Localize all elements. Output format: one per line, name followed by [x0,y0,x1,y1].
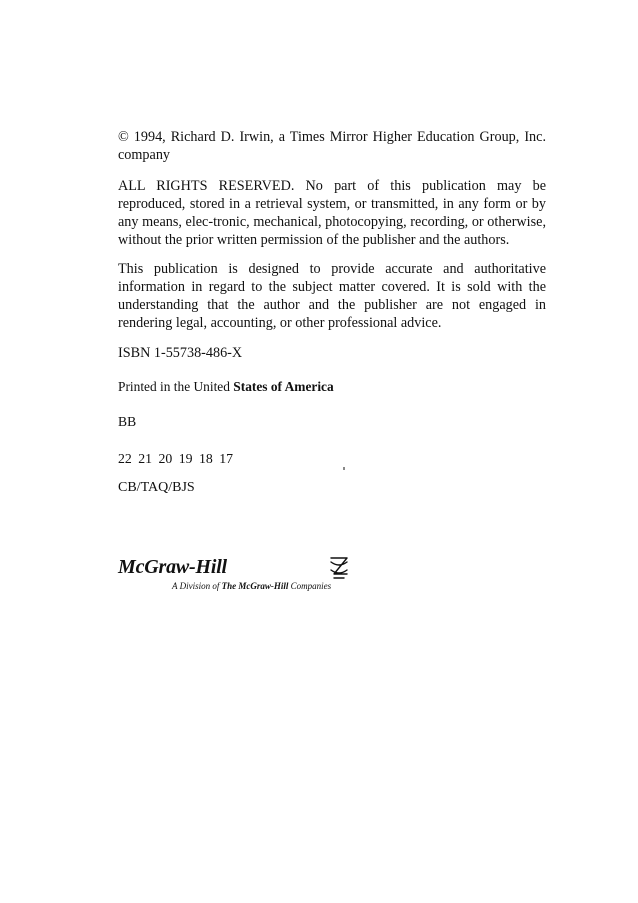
rights-reserved-notice: ALL RIGHTS RESERVED. No part of this publication may be reproduced, stored in a retrieval system, or transmitted, in any form or by any means, elec-tronic, mechanical, photocopying, recording, or otherwise, without the prior written permission of the publisher and the authors. [118,178,546,248]
logo-tagline [172,581,331,591]
mcgraw-hill-mark-icon [328,556,350,580]
printed-prefix: Printed in the United [118,379,234,394]
stray-mark [343,467,345,470]
printed-in-line [118,378,546,396]
logo-tagline-brand: The McGraw-Hill [221,581,289,591]
binding-code: BB [118,414,137,429]
isbn: ISBN 1-55738-486-X [118,345,243,361]
production-initials: CB/TAQ/BJS [118,480,195,495]
logo-tagline-prefix: A Division of [172,581,222,591]
publisher-logo [118,556,358,596]
copyright-notice: © 1994, Richard D. Irwin, a Times Mirror Higher Education Group, Inc. company [118,129,546,163]
logo-tagline-suffix: Companies [288,581,332,591]
printed-country: States of America [233,379,334,394]
logo-name: McGraw-Hill [118,556,227,578]
printing-numbers: 22 21 20 19 18 17 [118,451,234,466]
disclaimer-notice: This publication is designed to provide accurate and authoritative information in regard to the subject matter covered. It is sold with the understanding that the author and the publisher are not engaged in rendering legal, accounting, or other professional advice. [118,261,546,331]
copyright-content [118,128,546,497]
